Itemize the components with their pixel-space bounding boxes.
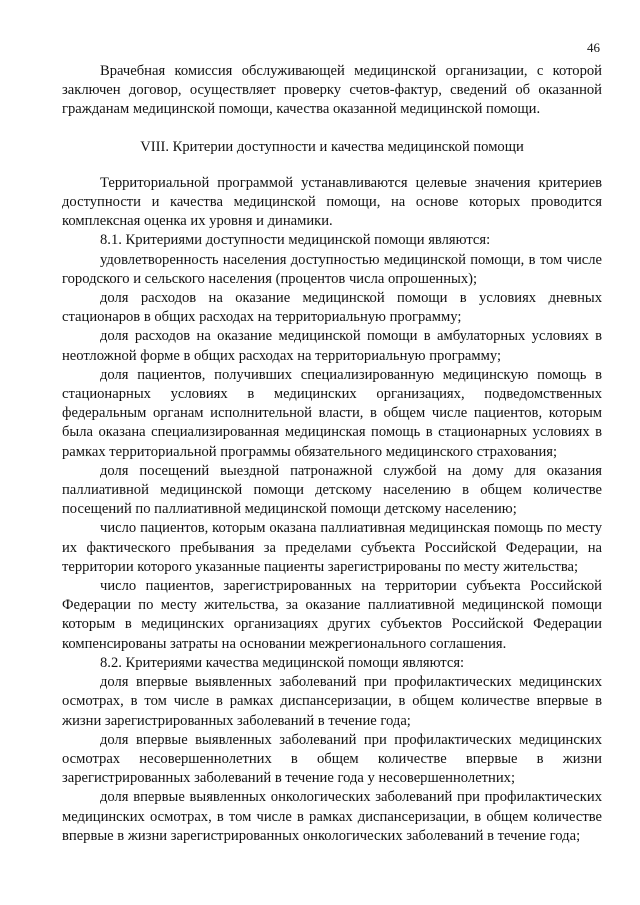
paragraph-federal-specialized-share: доля пациентов, получивших специализированную медицинскую помощь в стационарных условиях в медицинских организациях, подведомственных федеральным органам исполнительной власти, в общем числе пациентов, которым была оказана специализированная медицинская помощь в стационарных условиях в рамках территориальной программы обязательного медицинского страхования; [62, 366, 602, 460]
paragraph-palliative-outside-region: число пациентов, которым оказана паллиативная медицинская помощь по месту их фактического пребывания за пределами субъекта Российской Федерации, на территории которого указанные пациенты зарегистрированы по месту жительства; [62, 520, 602, 575]
intro-paragraph: Врачебная комиссия обслуживающей медицинской организации, с которой заключен договор, осуществляет проверку счетов-фактур, сведений об оказанной гражданам медицинской помощи, качества оказанной медицинской помощи. [62, 63, 602, 118]
paragraph-first-detected-diseases: доля впервые выявленных заболеваний при профилактических медицинских осмотрах, в том числе в рамках диспансеризации, в общем количестве впервые в жизни зарегистрированных заболеваний в течение года; [62, 674, 602, 729]
paragraph-palliative-compensated: число пациентов, зарегистрированных на территории субъекта Российской Федерации по месту жительства, за оказание паллиативной медицинской помощи которым в медицинских организациях других субъектов Российской Федерации компенсированы затраты на основании межрегионального соглашения. [62, 578, 602, 652]
page-number: 46 [587, 40, 600, 55]
paragraph-programme-criteria: Территориальной программой устанавливаются целевые значения критериев доступности и качества медицинской помощи, на основе которых проводится комплексная оценка их уровня и динамики. [62, 174, 602, 230]
paragraph-satisfaction: удовлетворенность населения доступностью медицинской помощи, в том числе городского и сельского населения (процентов числа опрошенных); [62, 251, 602, 287]
paragraph-8-1-heading: 8.1. Критериями доступности медицинской помощи являются: [100, 232, 491, 249]
paragraph-first-detected-minors: доля впервые выявленных заболеваний при профилактических медицинских осмотрах несовершеннолетних в общем количестве впервые в жизни зарегистрированных заболеваний в течение года у несовершеннолетних; [62, 731, 602, 787]
paragraph-palliative-home-visits: доля посещений выездной патронажной службой на дому для оказания паллиативной медицинской помощи детскому населению в общем количестве посещений по паллиативной медицинской помощи детскому населению; [62, 462, 602, 518]
document-body [62, 62, 602, 846]
paragraph-8-2-heading: 8.2. Критериями качества медицинской помощи являются: [100, 654, 465, 671]
section-title: VIII. Критерии доступности и качества медицинской помощи [140, 138, 524, 155]
paragraph-first-detected-oncology: доля впервые выявленных онкологических заболеваний при профилактических медицинских осмотрах, в том числе в рамках диспансеризации, в общем количестве впервые в жизни зарегистрированных онкологических заболеваний в течение года; [62, 789, 602, 844]
paragraph-outpatient-urgent-share: доля расходов на оказание медицинской помощи в амбулаторных условиях в неотложной форме в общих расходах на территориальную программу; [62, 328, 602, 364]
paragraph-day-hospital-share: доля расходов на оказание медицинской помощи в условиях дневных стационаров в общих расходах на территориальную программу; [62, 290, 602, 326]
